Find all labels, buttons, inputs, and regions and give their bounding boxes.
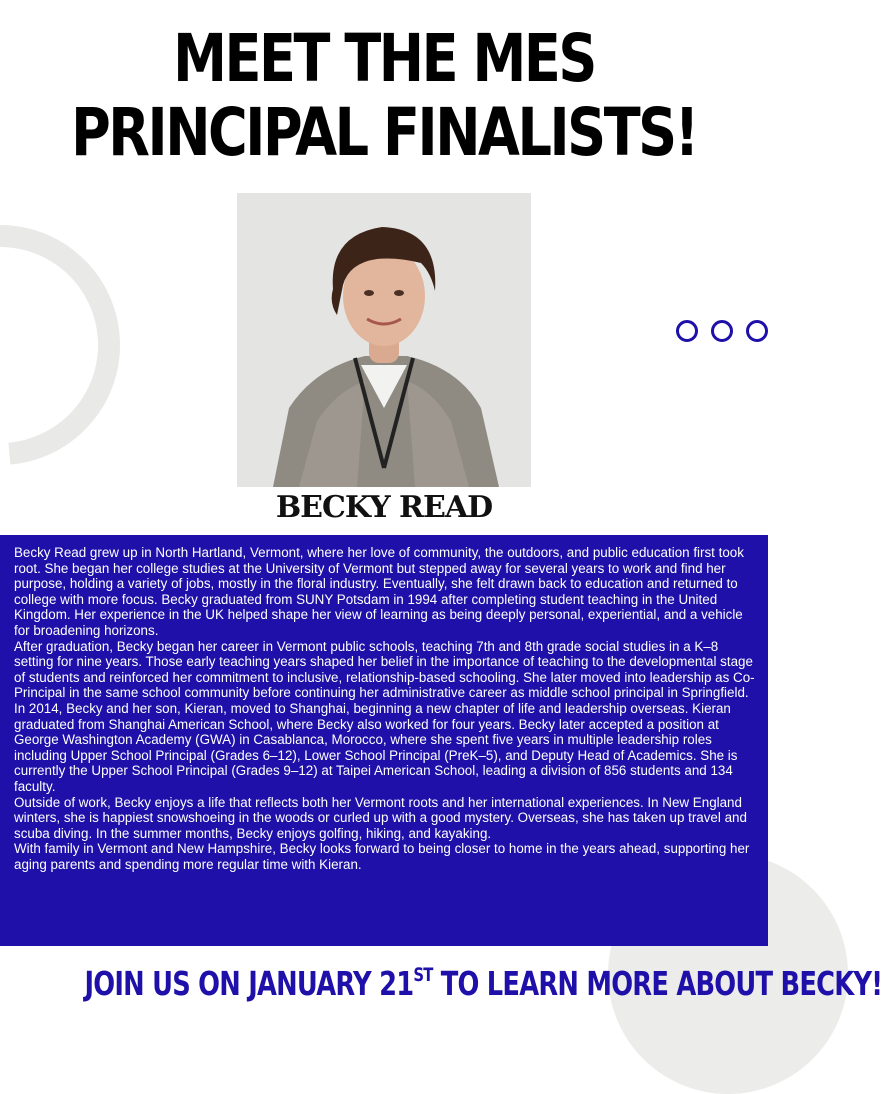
bio-paragraph: In 2014, Becky and her son, Kieran, moved to Shanghai, beginning a new chapter of life and leadership overseas. Kieran graduated from Shanghai American School, where Becky also worked for four years. Becky later accepted a position at George Washington Academy (GWA) in Casablanca, Morocco, where she spent five years in multiple leadership roles including Upper School Principal (Grades 6–12), Lower School Principal (PreK–5), and Deputy Head of Academics. She is currently the Upper School Principal (Grades 9–12) at Taipei American School, leading a division of 856 students and 134 faculty. xyxy=(14,700,738,794)
finalist-photo xyxy=(237,193,531,487)
finalist-name: BECKY READ xyxy=(275,490,493,525)
bio-paragraph: Becky Read grew up in North Hartland, Vermont, where her love of community, the outdoors, and public education first took root. She began her college studies at the University of Vermont but stepped away for several years to work and find her purpose, holding a variety of jobs, mostly in the floral industry. Eventually, she felt drawn back to education and returned to college with more focus. Becky graduated from SUNY Potsdam in 1994 after completing student teaching in the United Kingdom. Her experience in the UK helped shape her view of learning as being deeply personal, experiential, and a vehicle for broadening horizons. xyxy=(14,545,744,638)
circle-outline-icon xyxy=(676,320,698,342)
bio-paragraph: With family in Vermont and New Hampshire, Becky looks forward to being closer to home in the years ahead, supporting her aging parents and spending more regular time with Kieran. xyxy=(14,841,750,872)
circle-outline-icon xyxy=(711,320,733,342)
bio-paragraph: Outside of work, Becky enjoys a life that reflects both her Vermont roots and her international experiences. In New England winters, she is happiest snowshoeing in the woods or curled up with a good mystery. Overseas, she has taken up travel and scuba diving. In the summer months, Becky enjoys golfing, hiking, and kayaking. xyxy=(14,794,747,841)
decorative-arc xyxy=(0,176,169,514)
call-to-action xyxy=(84,964,882,1003)
cta-text-end: TO LEARN MORE ABOUT BECKY! xyxy=(432,964,882,1003)
title-line-1: MEET THE MES xyxy=(173,20,595,97)
portrait-illustration xyxy=(237,193,531,487)
title-line-2: PRINCIPAL FINALISTS! xyxy=(71,94,697,171)
cta-text-start: JOIN US ON JANUARY 21 xyxy=(84,964,414,1003)
bio-paragraph: After graduation, Becky began her career in Vermont public schools, teaching 7th and 8th grade social studies in a K–8 setting for nine years. Those early teaching years shaped her belief in the importance of teaching to the developmental stage of students and reinforced her commitment to inclusive, relationship-based schooling. She later moved into leadership as Co-Principal in the same school community before continuing her administrative career as middle school principal in Springfield. xyxy=(14,638,755,701)
circle-outline-icon xyxy=(746,320,768,342)
cta-superscript: ST xyxy=(413,964,433,986)
bio-panel xyxy=(0,535,768,946)
page-title xyxy=(69,22,699,170)
decorative-dots xyxy=(676,320,768,342)
